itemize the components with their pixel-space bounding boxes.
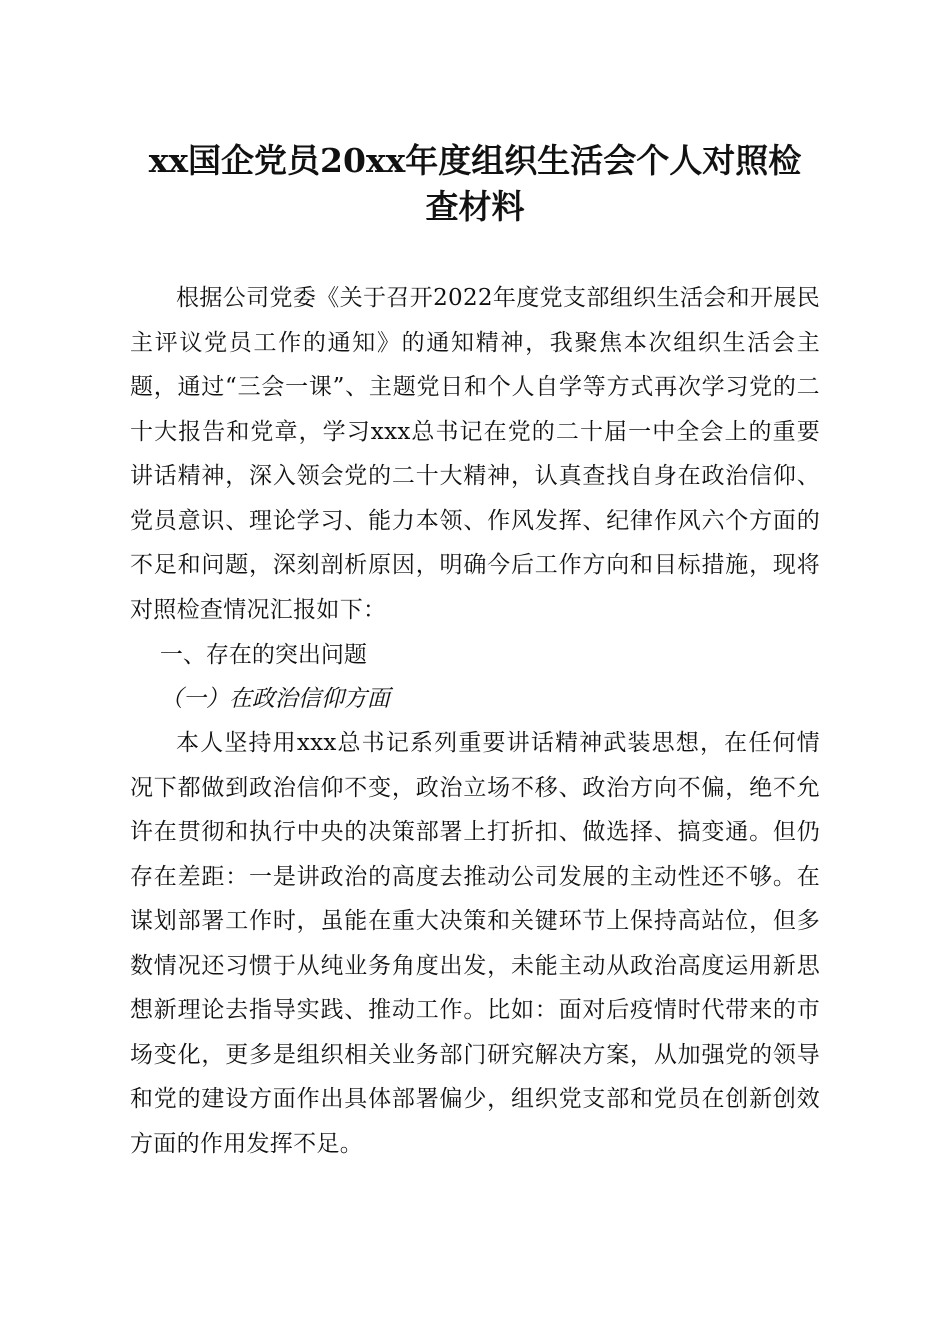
- subsection-heading-political-belief: （一）在政治信仰方面: [159, 686, 390, 712]
- title-line-2: 查材料: [425, 187, 525, 226]
- title-line-1: xx国企党员20xx年度组织生活会个人对照检: [148, 141, 802, 180]
- section-heading-problems: 一、存在的突出问题: [159, 642, 367, 668]
- political-belief-paragraph: 本人坚持用xxx总书记系列重要讲话精神武装思想，在任何情况下都做到政治信仰不变，政治立场不移、政治方向不偏，绝不允许在贯彻和执行中央的决策部署上打折扣、做选择、搞变通。但仍存在差距：一是讲政治的高度去推动公司发展的主动性还不够。在谋划部署工作时，虽能在重大决策和关键环节上保持高站位，但多数情况还习惯于从纯业务角度出发，未能主动从政治高度运用新思想新理论去指导实践、推动工作。比如：面对后疫情时代带来的市场变化，更多是组织相关业务部门研究解决方案，从加强党的领导和党的建设方面作出具体部署偏少，组织党支部和党员在创新创效方面的作用发挥不足。: [130, 730, 820, 1157]
- document-title: [110, 138, 840, 230]
- intro-paragraph: 根据公司党委《关于召开2022年度党支部组织生活会和开展民主评议党员工作的通知》的通知精神，我聚焦本次组织生活会主题，通过“三会一课”、主题党日和个人自学等方式再次学习党的二十大报告和党章，学习xxx总书记在党的二十届一中全会上的重要讲话精神，深入领会党的二十大精神，认真查找自身在政治信仰、党员意识、理论学习、能力本领、作风发挥、纪律作风六个方面的不足和问题，深刻剖析原因，明确今后工作方向和目标措施，现将对照检查情况汇报如下：: [130, 285, 820, 623]
